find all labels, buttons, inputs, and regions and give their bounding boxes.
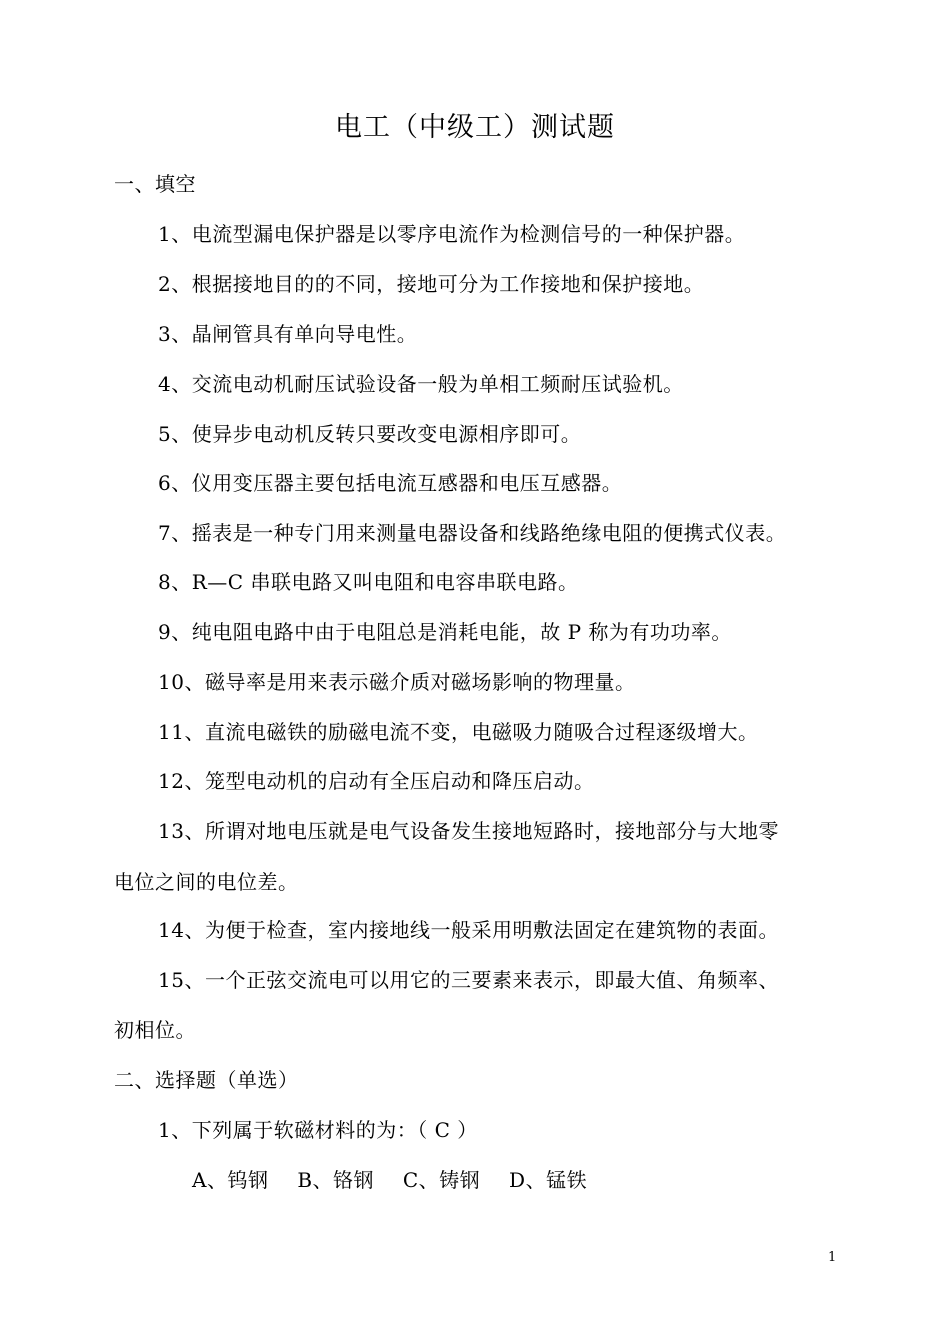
fill-item-12: 12、笼型电动机的启动有全压启动和降压启动。: [158, 769, 595, 793]
fill-item-7: 7、摇表是一种专门用来测量电器设备和线路绝缘电阻的便携式仪表。: [158, 521, 787, 545]
fill-item-15-continuation: 初相位。: [114, 1018, 196, 1042]
option-b: B、铬钢: [297, 1168, 375, 1192]
fill-item-15: 15、一个正弦交流电可以用它的三要素来表示，即最大值、角频率、: [158, 968, 779, 992]
fill-item-8: 8、R—C 串联电路又叫电阻和电容串联电路。: [158, 570, 579, 594]
fill-item-5: 5、使异步电动机反转只要改变电源相序即可。: [158, 422, 582, 446]
fill-item-11: 11、直流电磁铁的励磁电流不变，电磁吸力随吸合过程逐级增大。: [158, 720, 759, 744]
fill-item-4: 4、交流电动机耐压试验设备一般为单相工频耐压试验机。: [158, 372, 684, 396]
fill-item-9: 9、纯电阻电路中由于电阻总是消耗电能，故 P 称为有功功率。: [158, 620, 732, 644]
option-a: A、钨钢: [192, 1168, 269, 1192]
fill-item-13-continuation: 电位之间的电位差。: [114, 870, 299, 894]
section-heading-single-choice: 二、选择题（单选）: [114, 1068, 299, 1092]
fill-item-13: 13、所谓对地电压就是电气设备发生接地短路时，接地部分与大地零: [158, 819, 779, 843]
option-d: D、锰铁: [509, 1168, 588, 1192]
fill-item-1: 1、电流型漏电保护器是以零序电流作为检测信号的一种保护器。: [158, 222, 746, 246]
option-c: C、铸钢: [402, 1168, 481, 1192]
fill-item-6: 6、仪用变压器主要包括电流互感器和电压互感器。: [158, 471, 623, 495]
document-title: 电工（中级工）测试题: [335, 112, 615, 143]
fill-item-10: 10、磁导率是用来表示磁介质对磁场影响的物理量。: [158, 670, 636, 694]
fill-item-2: 2、根据接地目的的不同，接地可分为工作接地和保护接地。: [158, 272, 705, 296]
fill-item-14: 14、为便于检查，室内接地线一般采用明敷法固定在建筑物的表面。: [158, 918, 779, 942]
page-number: 1: [828, 1250, 837, 1265]
fill-item-3: 3、晶闸管具有单向导电性。: [158, 322, 418, 346]
choice-question-1-options: [192, 1166, 609, 1194]
choice-question-1: 1、下列属于软磁材料的为：（ C ）: [158, 1118, 478, 1142]
section-heading-fill-blank: 一、填空: [114, 172, 196, 196]
